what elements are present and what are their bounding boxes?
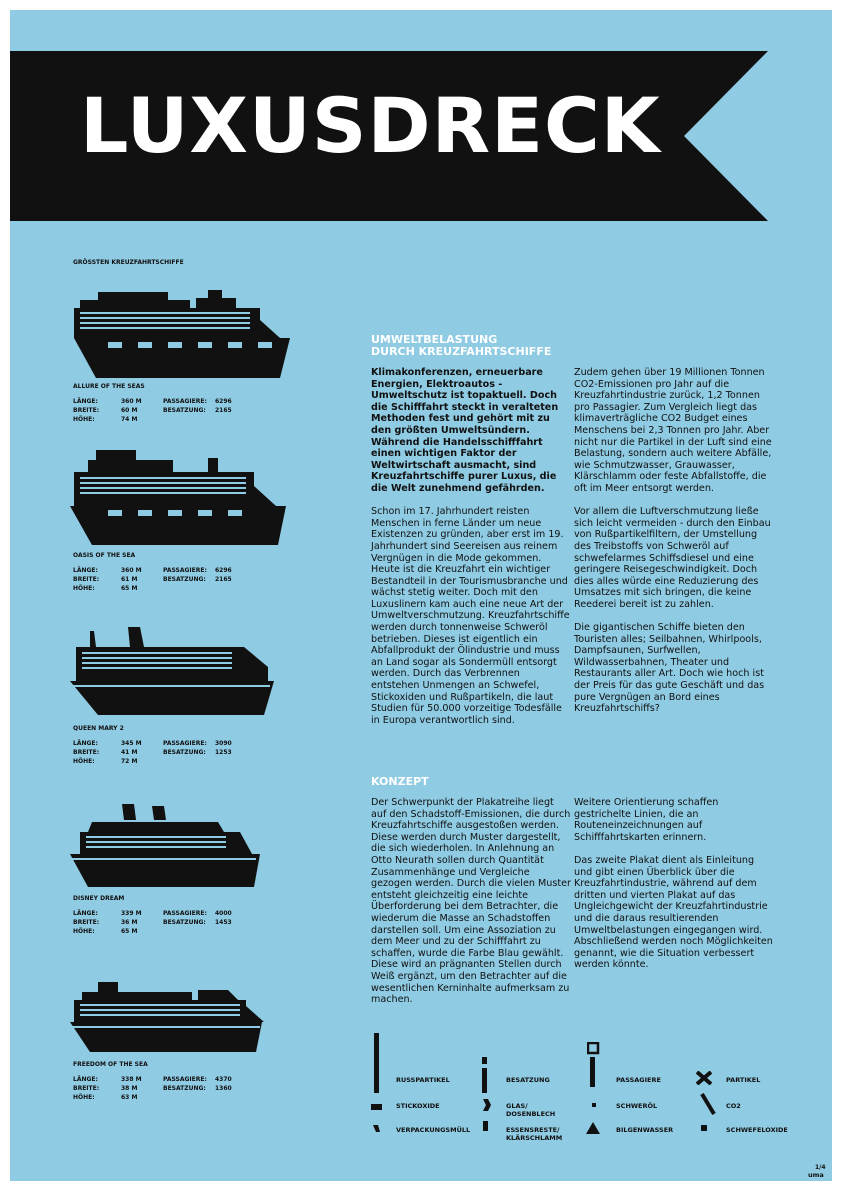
dot-icon: [591, 1102, 597, 1108]
triangle-icon: [586, 1122, 600, 1134]
quote-icon: [372, 1124, 382, 1134]
ship-card: [68, 802, 298, 935]
dash-icon: [370, 1103, 384, 1111]
ship-card: [68, 625, 298, 765]
passenger-figure-icon: [587, 1042, 601, 1087]
legend-label: BILGENWASSER: [616, 1126, 674, 1134]
crew-figure-icon: [480, 1057, 490, 1093]
ship-name: FREEDOM OF THE SEA: [73, 1061, 148, 1068]
drop-bar-icon: [482, 1120, 490, 1132]
tall-bar-icon: [372, 1033, 382, 1093]
ship-specs: LÄNGE: 339 M PASSAGIERE: 4000 BREITE: 36 M BESATZUNG: 1453 HÖHE: 65 M: [73, 910, 232, 935]
section1-column-right: Zudem gehen über 19 Millionen Tonnen CO2-Emissionen pro Jahr auf die Kreuzfahrtindustrie zurück, 1,2 Tonnen pro Passagier. Zum Vergleich liegt das klimaverträgliche CO2 Budget eines Menschens bei 2,3 Tonnen pro Jahr. Aber nicht nur die Partikel in der Luft sind eine Belastung, sondern auch weitere Abfälle, wie Schmutzwasser, Grauwasser, Klärschlamm oder feste Abfallstoffe, die oft im Meer entsorgt werden. Vor allem die Luftverschmutzung ließe sich leicht vermeiden - durch den Einbau von Rußpartikelfiltern, der Umstellung des Treibstoffs von Schweröl auf schwefelarmes Schiffsdiesel und eine geringere Reisegeschwindigkeit. Doch dies alles würde eine Reduzierung des Umsatzes mit sich bringen, die keine Reederei bereit ist zu zahlen. Die gigantischen Schiffe bieten den Touristen alles; Seilbahnen, Whirlpools, Dampfsaunen, Surfwellen, Wildwasserbahnen, Theater und Restaurants aller Art. Doch wie hoch ist der Preis für das gute Geschäft und das pure Vergnügen an Bord eines Kreuzfahrtschiffs?: [574, 367, 772, 715]
section-title-environment: UMWELTBELASTUNG DURCH KREUZFAHRTSCHIFFE: [371, 333, 552, 358]
ocean-liner-icon: [68, 625, 298, 715]
poster-title: LUXUSDRECK: [80, 81, 661, 170]
section1-column-left: Klimakonferenzen, erneuerbare Energien, Elektroautos - Umweltschutz ist topaktuell. Doch die Schifffahrt steckt in veralteten Methoden fest und gehört mit zu den größten Umweltsündern. Während die Handelsschifffahrt einen wichtigen Faktor der Weltwirtschaft ausmacht, sind Kreuzfahrtschiffe purer Luxus, die die Welt zunehmend gefährden. Schon im 17. Jahrhundert reisten Menschen in ferne Länder um neue Existenzen zu gründen, aber erst im 19. Jahrhundert sind Seereisen aus reinem Vergnügen in die Mode gekommen. Heute ist die Kreuzfahrt ein wichtiger Bestandteil in der Tourismusbranche und wächst stetig weiter. Doch mit den Luxuslinern kam auch eine neue Art der Umweltverschmutzung. Kreuzfahrtschiffe werden durch tonnenweise Schweröl betrieben. Dieses ist eigentlich ein Abfallprodukt der Ölindustrie und muss an Land sogar als Sondermüll entsorgt werden. Durch das Verbrennen entstehen Unmengen an Schwefel, Stickoxiden und Rußpartikeln, die laut Studien für 50.000 vorzeitige Todesfälle in Europa verantwortlich sind.: [371, 367, 570, 726]
legend-label: PASSAGIERE: [616, 1076, 661, 1084]
cruise-ship-icon: [68, 450, 298, 545]
legend-label: RUSSPARTIKEL: [396, 1076, 450, 1084]
legend-label: ESSENSRESTE/ KLÄRSCHLAMM: [506, 1126, 563, 1142]
ship-specs: LÄNGE: 360 M PASSAGIERE: 6296 BREITE: 60 M BESATZUNG: 2165 HÖHE: 74 M: [73, 398, 232, 423]
legend-label: STICKOXIDE: [396, 1102, 440, 1110]
ship-specs: LÄNGE: 360 M PASSAGIERE: 6296 BREITE: 61 M BESATZUNG: 2165 HÖHE: 65 M: [73, 567, 232, 592]
legend-label: GLAS/ DOSENBLECH: [506, 1102, 556, 1118]
slash-icon: [700, 1092, 716, 1116]
legend-label: BESATZUNG: [506, 1076, 550, 1084]
legend-label: VERPACKUNGSMÜLL: [396, 1126, 471, 1134]
ship-name: OASIS OF THE SEA: [73, 552, 136, 559]
section-title-concept: KONZEPT: [371, 775, 429, 788]
ship-name: ALLURE OF THE SEAS: [73, 383, 145, 390]
small-square-icon: [700, 1124, 708, 1132]
cross-icon: [696, 1071, 712, 1085]
section2-column-right: Weitere Orientierung schaffen gestrichelte Linien, die an Routeneinzeichnungen auf Schifffahrtskarten erinnern. Das zweite Plakat dient als Einleitung und gibt einen Überblick über die Kreuzfahrtindustrie, während auf dem dritten und vierten Plakat auf das Ungleichgewicht der Kreuzfahrtindustrie und die daraus resultierenden Umweltbelastungen eingegangen wird. Abschließend werden noch Möglichkeiten genannt, wie die Situation verbessert werden könnte.: [574, 797, 773, 971]
ship-card: [68, 280, 298, 423]
legend-label: PARTIKEL: [726, 1076, 761, 1084]
legend-label: SCHWEFELOXIDE: [726, 1126, 788, 1134]
ships-heading: GRÖSSTEN KREUZFAHRTSCHIFFE: [73, 259, 184, 266]
ship-name: QUEEN MARY 2: [73, 725, 124, 732]
page-number: 1/4: [815, 1164, 826, 1171]
ship-specs: LÄNGE: 345 M PASSAGIERE: 3090 BREITE: 41 M BESATZUNG: 1253 HÖHE: 72 M: [73, 740, 232, 765]
cruise-ship-icon: [68, 280, 298, 380]
legend-label: CO2: [726, 1102, 741, 1110]
legend-label: SCHWERÖL: [616, 1102, 658, 1110]
poster: [10, 10, 832, 1181]
ship-name: DISNEY DREAM: [73, 895, 125, 902]
chevron-icon: [482, 1098, 492, 1112]
ship-specs: LÄNGE: 338 M PASSAGIERE: 4370 BREITE: 38 M BESATZUNG: 1360 HÖHE: 63 M: [73, 1076, 232, 1101]
cruise-ship-icon: [68, 978, 298, 1053]
section2-column-left: Der Schwerpunkt der Plakatreihe liegt auf den Schadstoff-Emissionen, die durch Kreuzfahrtschiffe ausgestoßen werden. Diese werden durch Muster dargestellt, die sich wiederholen. In Anlehnung an Otto Neurath sollen durch Quantität Zusammenhänge und Vergleiche gezogen werden. Durch die vielen Muster entsteht gleichzeitig eine leichte Überforderung bei dem Betrachter, die wiederum die Masse an Schadstoffen darstellen soll. Um eine Assoziation zu dem Meer und zu der Schifffahrt zu schaffen, wurde die Farbe Blau gewählt. Diese wird an prägnanten Stellen durch Weiß ergänzt, um den Betrachter auf die wesentlichen Kerninhalte aufmerksam zu machen.: [371, 797, 571, 1006]
ship-card: [68, 978, 298, 1101]
brand-logo: uma: [808, 1171, 824, 1179]
ship-card: [68, 450, 298, 592]
two-funnel-ship-icon: [68, 802, 298, 887]
